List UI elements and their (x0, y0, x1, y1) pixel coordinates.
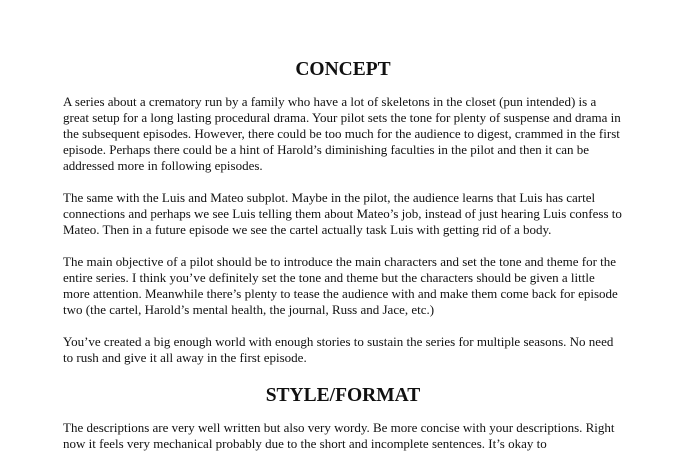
section-heading-concept: CONCEPT (295, 59, 391, 80)
section-heading-style-format: STYLE/FORMAT (265, 385, 421, 406)
concept-paragraph-1: A series about a crematory run by a family who have a lot of skeletons in the closet (pun intended) is a great setup for a long lasting procedural drama. Your pilot sets the tone for plenty of suspense and drama in the subsequent episodes. However, there could be too much for the audience to digest, crammed in the first episode. Perhaps there could be a hint of Harold’s diminishing faculties in the pilot and then it can be addressed more in following episodes. (63, 94, 621, 173)
document-body (63, 59, 623, 459)
style-format-paragraph-1: The descriptions are very well written but also very wordy. Be more concise with your descriptions. Right now it feels very mechanical probably due to the short and incomplete sentences. It’s okay to (63, 420, 615, 451)
concept-paragraph-3: The main objective of a pilot should be to introduce the main characters and set the tone and theme for the entire series. I think you’ve definitely set the tone and theme but the characters should be given a little more attention. Meanwhile there’s plenty to tease the audience with and make them come back for episode two (the cartel, Harold’s mental health, the journal, Russ and Jace, etc.) (63, 254, 618, 317)
concept-paragraph-4: You’ve created a big enough world with enough stories to sustain the series for multiple seasons. No need to rush and give it all away in the first episode. (63, 334, 614, 365)
concept-paragraph-2: The same with the Luis and Mateo subplot. Maybe in the pilot, the audience learns that Luis has cartel connections and perhaps we see Luis telling them about Mateo’s job, instead of just hearing Luis confess to Mateo. Then in a future episode we see the cartel actually task Luis with getting rid of a body. (63, 190, 622, 237)
